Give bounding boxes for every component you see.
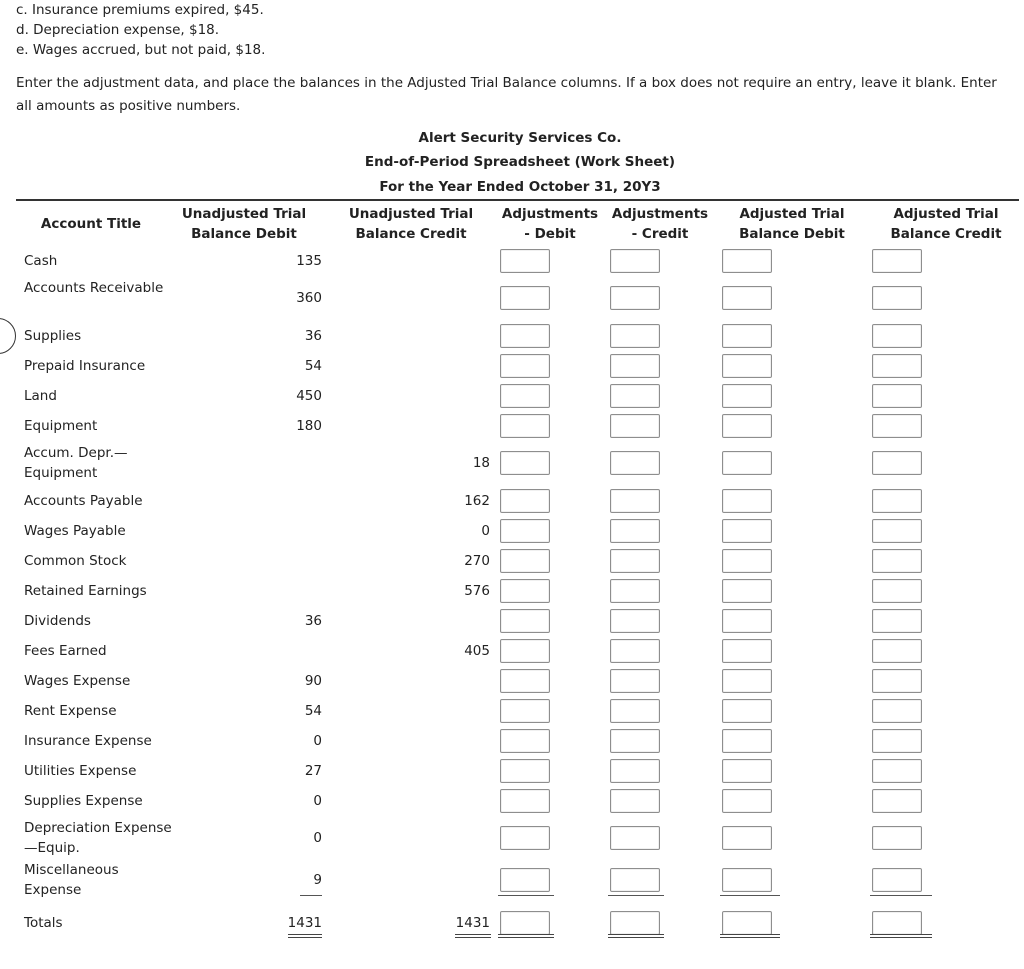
atb-debit-input[interactable] [722, 609, 772, 633]
atb-debit-input[interactable] [722, 729, 772, 753]
unadj-debit-cell: 90 [304, 673, 322, 689]
atb-debit-input[interactable] [722, 384, 772, 408]
adj-debit-input[interactable] [500, 579, 550, 603]
atb-credit-input[interactable] [872, 549, 922, 573]
header-unadj-credit: Unadjusted Trial Balance Credit [348, 206, 474, 242]
account-title-cell: Rent Expense [24, 703, 117, 719]
atb-debit-input[interactable] [722, 868, 772, 892]
atb-debit-input[interactable] [722, 354, 772, 378]
account-title-cell: Depreciation Expense—Equip. [24, 820, 172, 856]
adj-debit-input[interactable] [500, 249, 550, 273]
totals-label: Totals [24, 915, 63, 931]
header-unadj-debit: Unadjusted Trial Balance Debit [181, 206, 307, 242]
intro-item-d: d. Depreciation expense, $18. [16, 22, 220, 38]
adj-credit-input[interactable] [610, 699, 660, 723]
unadj-debit-cell: 36 [304, 613, 322, 629]
atb-debit-input[interactable] [722, 549, 772, 573]
adj-credit-input[interactable] [610, 286, 660, 310]
account-title-cell: Dividends [24, 613, 91, 629]
atb-credit-input[interactable] [872, 868, 922, 892]
subtotal-rule [608, 895, 664, 896]
adj-debit-input[interactable] [500, 639, 550, 663]
company-name: Alert Security Services Co. [418, 130, 622, 146]
account-title-cell: Accounts Receivable [24, 280, 164, 296]
total-unadj-credit: 1431 [455, 915, 490, 931]
total-double-rule [498, 934, 554, 938]
subtotal-rule [300, 895, 322, 896]
adj-debit-input[interactable] [500, 609, 550, 633]
unadj-debit-cell: 9 [313, 872, 322, 888]
total-double-rule [288, 934, 322, 938]
unadj-credit-cell: 18 [472, 455, 490, 471]
adj-debit-input[interactable] [500, 286, 550, 310]
intro-item-e: e. Wages accrued, but not paid, $18. [16, 42, 266, 58]
total-atb-credit-input[interactable] [872, 911, 922, 935]
atb-debit-input[interactable] [722, 759, 772, 783]
atb-debit-input[interactable] [722, 414, 772, 438]
account-title-cell: Land [24, 388, 57, 404]
account-title-cell: Cash [24, 253, 58, 269]
unadj-debit-cell: 0 [313, 830, 322, 846]
intro-item-c: c. Insurance premiums expired, $45. [16, 2, 264, 18]
adj-credit-input[interactable] [610, 549, 660, 573]
total-double-rule [455, 934, 491, 938]
adj-debit-input[interactable] [500, 324, 550, 348]
atb-debit-input[interactable] [722, 699, 772, 723]
unadj-debit-cell: 180 [296, 418, 322, 434]
account-title-cell: Miscellaneous Expense [24, 862, 119, 898]
atb-credit-input[interactable] [872, 669, 922, 693]
account-title-cell: Wages Payable [24, 523, 126, 539]
total-double-rule [720, 934, 780, 938]
unadj-debit-cell: 27 [304, 763, 322, 779]
adj-credit-input[interactable] [610, 868, 660, 892]
unadj-credit-cell: 0 [481, 523, 490, 539]
atb-credit-input[interactable] [872, 639, 922, 663]
adj-credit-input[interactable] [610, 489, 660, 513]
account-title-cell: Utilities Expense [24, 763, 137, 779]
subtotal-rule [498, 895, 554, 896]
account-title-cell: Accum. Depr.—Equipment [24, 445, 128, 481]
unadj-debit-cell: 360 [296, 290, 322, 306]
unadj-credit-cell: 405 [464, 643, 490, 659]
account-title-cell: Accounts Payable [24, 493, 143, 509]
atb-credit-input[interactable] [872, 729, 922, 753]
atb-debit-input[interactable] [722, 451, 772, 475]
adj-credit-input[interactable] [610, 609, 660, 633]
account-title-cell: Fees Earned [24, 643, 107, 659]
account-title-cell: Retained Earnings [24, 583, 147, 599]
unadj-debit-cell: 36 [304, 328, 322, 344]
atb-credit-input[interactable] [872, 826, 922, 850]
total-adj-credit-input[interactable] [610, 911, 660, 935]
adj-credit-input[interactable] [610, 789, 660, 813]
atb-credit-input[interactable] [872, 286, 922, 310]
adj-credit-input[interactable] [610, 669, 660, 693]
atb-credit-input[interactable] [872, 699, 922, 723]
adj-credit-input[interactable] [610, 354, 660, 378]
adj-credit-input[interactable] [610, 384, 660, 408]
account-title-cell: Supplies [24, 328, 82, 344]
atb-debit-input[interactable] [722, 639, 772, 663]
atb-credit-input[interactable] [872, 519, 922, 543]
adj-debit-input[interactable] [500, 789, 550, 813]
atb-debit-input[interactable] [722, 324, 772, 348]
atb-debit-input[interactable] [722, 789, 772, 813]
adj-debit-input[interactable] [500, 489, 550, 513]
unadj-debit-cell: 135 [296, 253, 322, 269]
unadj-credit-cell: 162 [464, 493, 490, 509]
adj-credit-input[interactable] [610, 729, 660, 753]
account-title-cell: Insurance Expense [24, 733, 152, 749]
adj-credit-input[interactable] [610, 759, 660, 783]
adj-debit-input[interactable] [500, 826, 550, 850]
instructions-text: Enter the adjustment data, and place the balances in the Adjusted Trial Balance columns. If a box does not require an entry, leave it blank. Enter all amounts as positive numbers. [16, 75, 997, 114]
adj-debit-input[interactable] [500, 549, 550, 573]
header-atb-debit: Adjusted Trial Balance Debit [739, 206, 845, 242]
account-title-cell: Prepaid Insurance [24, 358, 146, 374]
adj-debit-input[interactable] [500, 699, 550, 723]
header-adj-credit: Adjustments - Credit [611, 206, 709, 242]
adj-credit-input[interactable] [610, 519, 660, 543]
atb-debit-input[interactable] [722, 249, 772, 273]
header-rule [16, 199, 1019, 201]
atb-credit-input[interactable] [872, 384, 922, 408]
adj-credit-input[interactable] [610, 826, 660, 850]
atb-debit-input[interactable] [722, 286, 772, 310]
atb-credit-input[interactable] [872, 451, 922, 475]
atb-credit-input[interactable] [872, 489, 922, 513]
account-title-cell: Common Stock [24, 553, 127, 569]
unadj-debit-cell: 54 [304, 358, 322, 374]
worksheet-title: End-of-Period Spreadsheet (Work Sheet) [364, 154, 676, 170]
adj-debit-input[interactable] [500, 669, 550, 693]
atb-debit-input[interactable] [722, 826, 772, 850]
atb-credit-input[interactable] [872, 789, 922, 813]
adj-debit-input[interactable] [500, 729, 550, 753]
unadj-debit-cell: 0 [313, 793, 322, 809]
adj-credit-input[interactable] [610, 249, 660, 273]
header-adj-debit: Adjustments - Debit [501, 206, 599, 242]
header-account-title: Account Title [40, 216, 142, 232]
atb-debit-input[interactable] [722, 669, 772, 693]
total-adj-debit-input[interactable] [500, 911, 550, 935]
page-circle-marker [0, 318, 16, 354]
total-double-rule [608, 934, 664, 938]
adj-credit-input[interactable] [610, 639, 660, 663]
account-title-cell: Wages Expense [24, 673, 131, 689]
adj-debit-input[interactable] [500, 868, 550, 892]
adj-credit-input[interactable] [610, 451, 660, 475]
unadj-debit-cell: 0 [313, 733, 322, 749]
total-double-rule [870, 934, 932, 938]
atb-credit-input[interactable] [872, 759, 922, 783]
atb-debit-input[interactable] [722, 489, 772, 513]
period-title: For the Year Ended October 31, 20Y3 [379, 179, 661, 195]
total-atb-debit-input[interactable] [722, 911, 772, 935]
atb-credit-input[interactable] [872, 579, 922, 603]
atb-credit-input[interactable] [872, 609, 922, 633]
adj-debit-input[interactable] [500, 759, 550, 783]
atb-credit-input[interactable] [872, 324, 922, 348]
unadj-credit-cell: 270 [464, 553, 490, 569]
unadj-credit-cell: 576 [464, 583, 490, 599]
adj-debit-input[interactable] [500, 519, 550, 543]
adj-credit-input[interactable] [610, 579, 660, 603]
adj-debit-input[interactable] [500, 384, 550, 408]
account-title-cell: Equipment [24, 418, 98, 434]
adj-credit-input[interactable] [610, 324, 660, 348]
unadj-debit-cell: 450 [296, 388, 322, 404]
total-unadj-debit: 1431 [287, 915, 322, 931]
atb-credit-input[interactable] [872, 354, 922, 378]
adj-debit-input[interactable] [500, 414, 550, 438]
subtotal-rule [870, 895, 932, 896]
unadj-debit-cell: 54 [304, 703, 322, 719]
atb-credit-input[interactable] [872, 414, 922, 438]
atb-debit-input[interactable] [722, 519, 772, 543]
header-atb-credit: Adjusted Trial Balance Credit [890, 206, 1002, 242]
subtotal-rule [720, 895, 780, 896]
adj-debit-input[interactable] [500, 354, 550, 378]
atb-debit-input[interactable] [722, 579, 772, 603]
account-title-cell: Supplies Expense [24, 793, 143, 809]
atb-credit-input[interactable] [872, 249, 922, 273]
adj-credit-input[interactable] [610, 414, 660, 438]
adj-debit-input[interactable] [500, 451, 550, 475]
